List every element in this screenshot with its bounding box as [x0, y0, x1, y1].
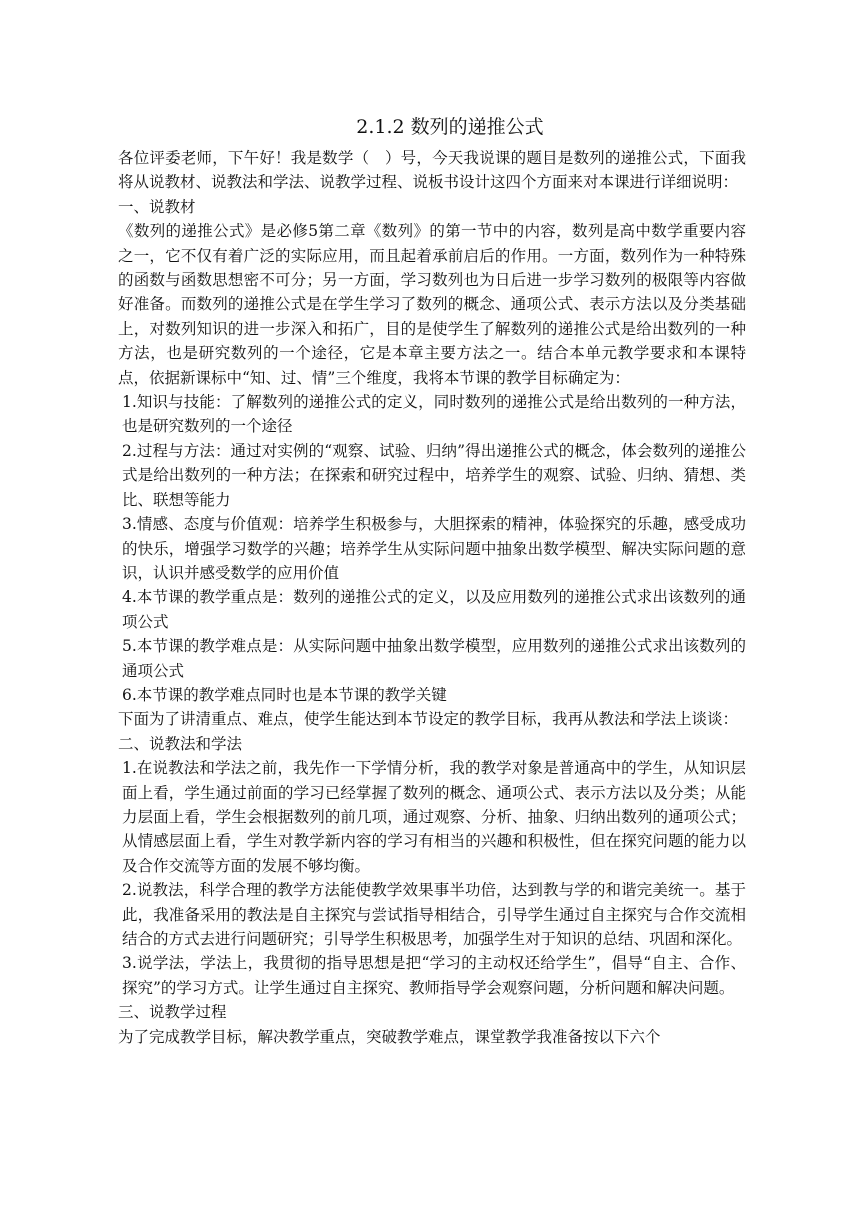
method-item-1: 1.在说教法和学法之前，我先作一下学情分析，我的教学对象是普通高中的学生，从知识层面上看，学生通过前面的学习已经掌握了数列的概念、通项公式、表示方法以及分类；从能力层面上看，学生会根据数列的前几项，通过观察、分析、抽象、归纳出数列的通项公式；从情感层面上看，学生对教学新内容的学习有相当的兴趣和积极性，但在探究问题的能力以及合作交流等方面的发展不够均衡。: [122, 759, 746, 875]
document-page: [118, 112, 746, 1049]
process-paragraph: 为了完成教学目标，解决教学重点，突破教学难点，课堂教学我准备按以下六个: [118, 1027, 661, 1046]
goal-item-5: 5.本节课的教学难点是：从实际问题中抽象出数学模型，应用数列的递推公式求出该数列的通项公式: [122, 637, 746, 680]
goal-item-6: 6.本节课的教学难点同时也是本节课的教学关键: [122, 685, 447, 704]
method-item-2: 2.说教法，科学合理的教学方法能使教学效果事半功倍，达到教与学的和谐完美统一。基于此，我准备采用的教法是自主探究与尝试指导相结合，引导学生通过自主探究与合作交流相结合的方式去进行问题研究；引导学生积极思考，加强学生对于知识的总结、巩固和深化。: [122, 881, 746, 948]
intro-paragraph: 各位评委老师，下午好！我是数学（ ）号，今天我说课的题目是数列的递推公式，下面我将从说教材、说教法和学法、说教学过程、说板书设计这四个方面来对本课进行详细说明：: [118, 149, 746, 192]
section-heading-1: 一、说教材: [118, 197, 196, 216]
section-heading-2: 二、说教法和学法: [118, 734, 243, 753]
textbook-paragraph: 《数列的递推公式》是必修5第二章《数列》的第一节中的内容，数列是高中数学重要内容之一，它不仅有着广泛的实际应用，而且起着承前启后的作用。一方面，数列作为一种特殊的函数与函数思想密不可分；另一方面，学习数列也为日后进一步学习数列的极限等内容做好准备。而数列的递推公式是在学生学习了数列的概念、通项公式、表示方法以及分类基础上，对数列知识的进一步深入和拓广，目的是使学生了解数列的递推公式是给出数列的一种方法，也是研究数列的一个途径，它是本章主要方法之一。结合本单元教学要求和本课特点，依据新课标中“知、过、情”三个维度，我将本节课的教学目标确定为：: [118, 222, 746, 387]
method-item-3: 3.说学法，学法上，我贯彻的指导思想是把“学习的主动权还给学生”，倡导“自主、合作、探究”的学习方式。让学生通过自主探究、教师指导学会观察问题，分析问题和解决问题。: [122, 954, 746, 997]
document-title: 2.1.2 数列的递推公式: [356, 116, 544, 138]
transition-paragraph: 下面为了讲清重点、难点，使学生能达到本节设定的教学目标，我再从教法和学法上谈谈：: [118, 710, 739, 729]
goal-item-1: 1.知识与技能：了解数列的递推公式的定义，同时数列的递推公式是给出数列的一种方法，也是研究数列的一个途径: [122, 393, 746, 436]
goal-item-4: 4.本节课的教学重点是：数列的递推公式的定义，以及应用数列的递推公式求出该数列的通项公式: [122, 588, 746, 631]
goal-item-2: 2.过程与方法：通过对实例的“观察、试验、归纳”得出递推公式的概念，体会数列的递推公式是给出数列的一种方法；在探索和研究过程中，培养学生的观察、试验、归纳、猜想、类比、联想等能力: [122, 441, 746, 509]
goal-item-3: 3.情感、态度与价值观：培养学生积极参与，大胆探索的精神，体验探究的乐趣，感受成功的快乐，增强学习数学的兴趣；培养学生从实际问题中抽象出数学模型、解决实际问题的意识，认识并感受数学的应用价值: [122, 515, 746, 582]
section-heading-3: 三、说教学过程: [118, 1003, 227, 1022]
